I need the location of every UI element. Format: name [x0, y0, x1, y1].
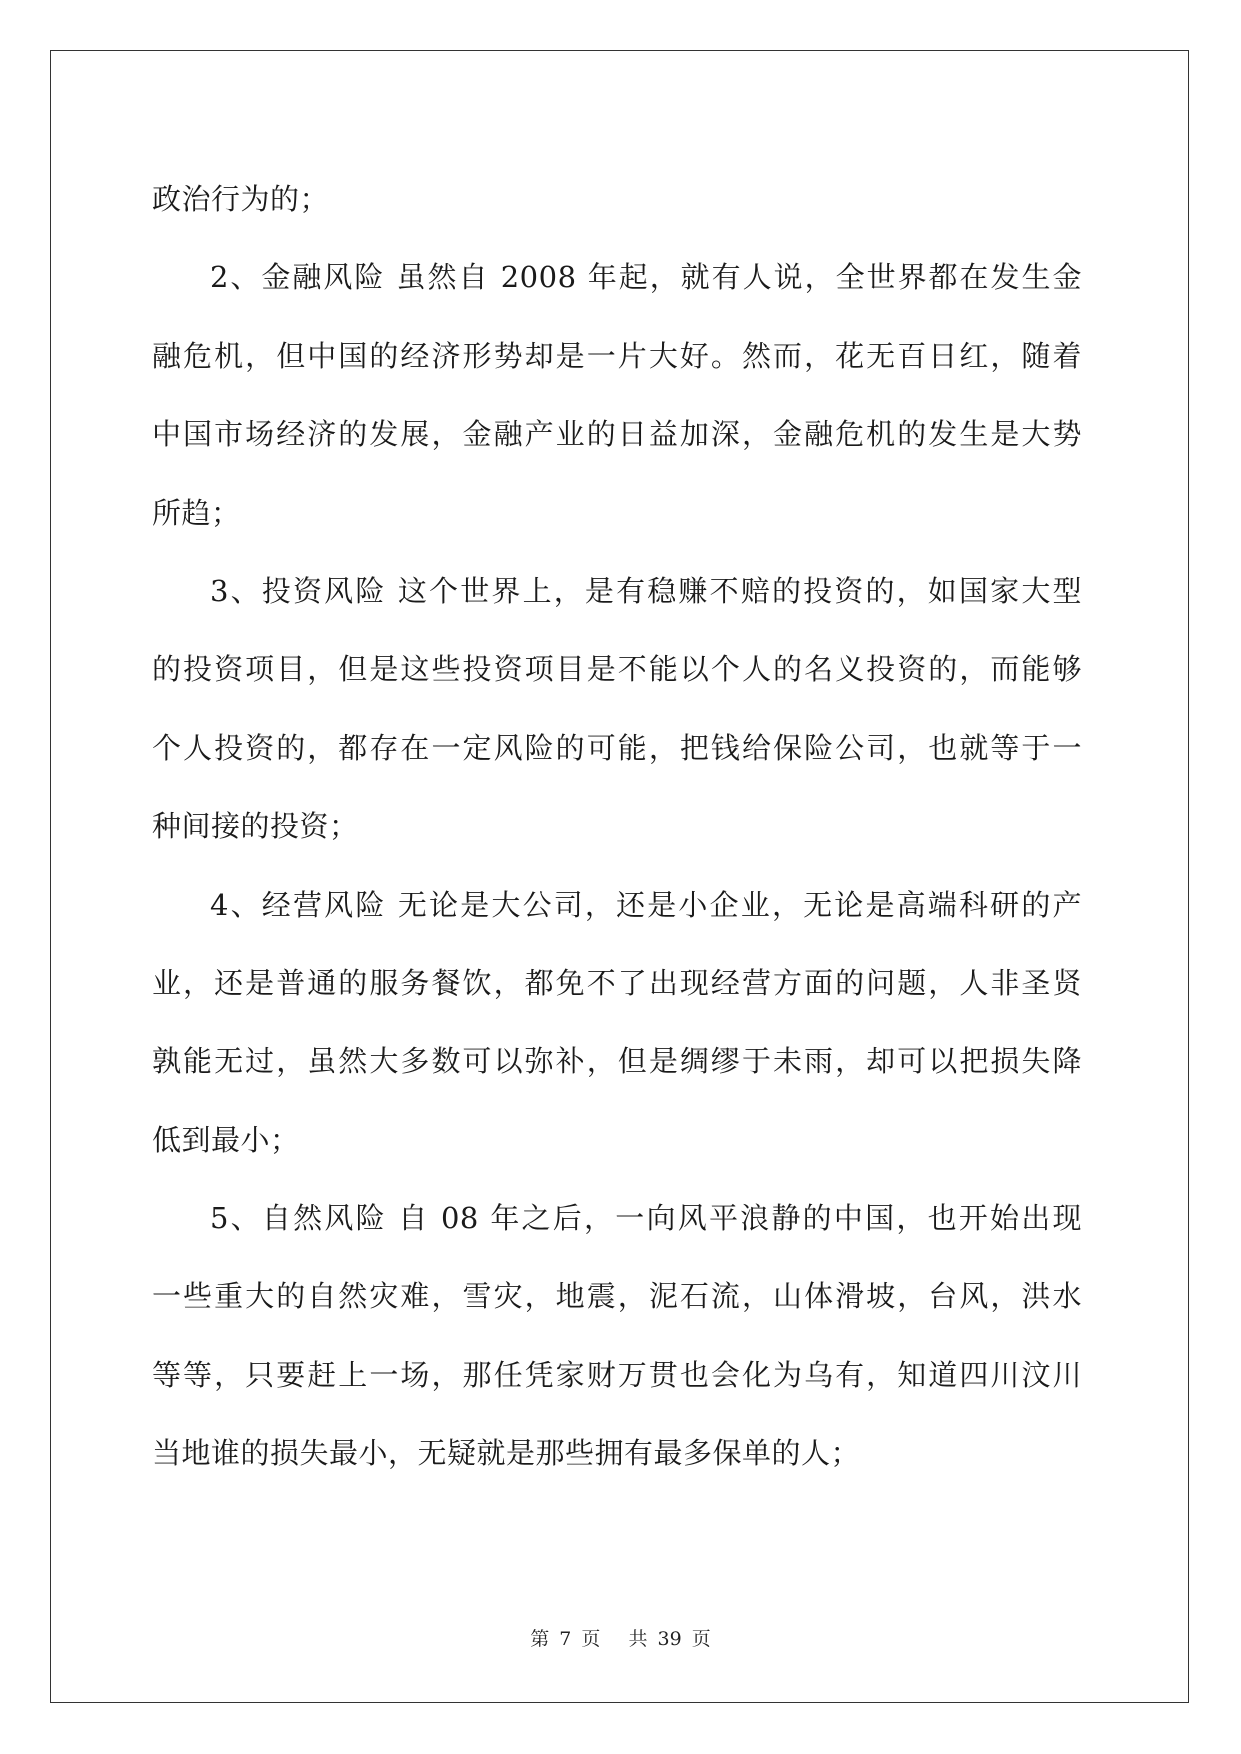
text-line: 当地谁的损失最小，无疑就是那些拥有最多保单的人；: [152, 1436, 861, 1471]
text-line: 业，还是普通的服务餐饮，都免不了出现经营方面的问题，人非圣贤: [152, 965, 1082, 1000]
text-line: 2、金融风险 虽然自 2008 年起，就有人说，全世界都在发生金: [210, 260, 1082, 295]
text-line: 中国市场经济的发展，金融产业的日益加深，金融危机的发生是大势: [152, 417, 1082, 452]
text-line: 孰能无过，虽然大多数可以弥补，但是绸缪于未雨，却可以把损失降: [152, 1044, 1082, 1079]
text-line: 4、经营风险 无论是大公司，还是小企业，无论是高端科研的产: [210, 887, 1082, 922]
text-line: 所趋；: [152, 495, 241, 530]
text-line: 融危机，但中国的经济形势却是一片大好。然而，花无百日红，随着: [152, 338, 1082, 373]
text-line: 3、投资风险 这个世界上，是有稳赚不赔的投资的，如国家大型: [210, 573, 1082, 608]
text-line: 的投资项目，但是这些投资项目是不能以个人的名义投资的，而能够: [152, 652, 1082, 687]
page-footer: [0, 1624, 1241, 1651]
text-line: 5、自然风险 自 08 年之后，一向风平浪静的中国，也开始出现: [210, 1201, 1082, 1236]
text-line: 种间接的投资；: [152, 809, 359, 844]
page-number: 第 7 页: [530, 1628, 601, 1650]
text-line: 低到最小；: [152, 1122, 300, 1157]
text-line: 政治行为的；: [152, 182, 330, 216]
text-line: 等等，只要赶上一场，那任凭家财万贯也会化为乌有，知道四川汶川: [152, 1357, 1082, 1392]
text-line: 个人投资的，都存在一定风险的可能，把钱给保险公司，也就等于一: [152, 730, 1082, 765]
text-line: 一些重大的自然灾难，雪灾，地震，泥石流，山体滑坡，台风，洪水: [152, 1279, 1082, 1314]
document-body: [152, 160, 1082, 1493]
page-total: 共 39 页: [628, 1628, 711, 1650]
